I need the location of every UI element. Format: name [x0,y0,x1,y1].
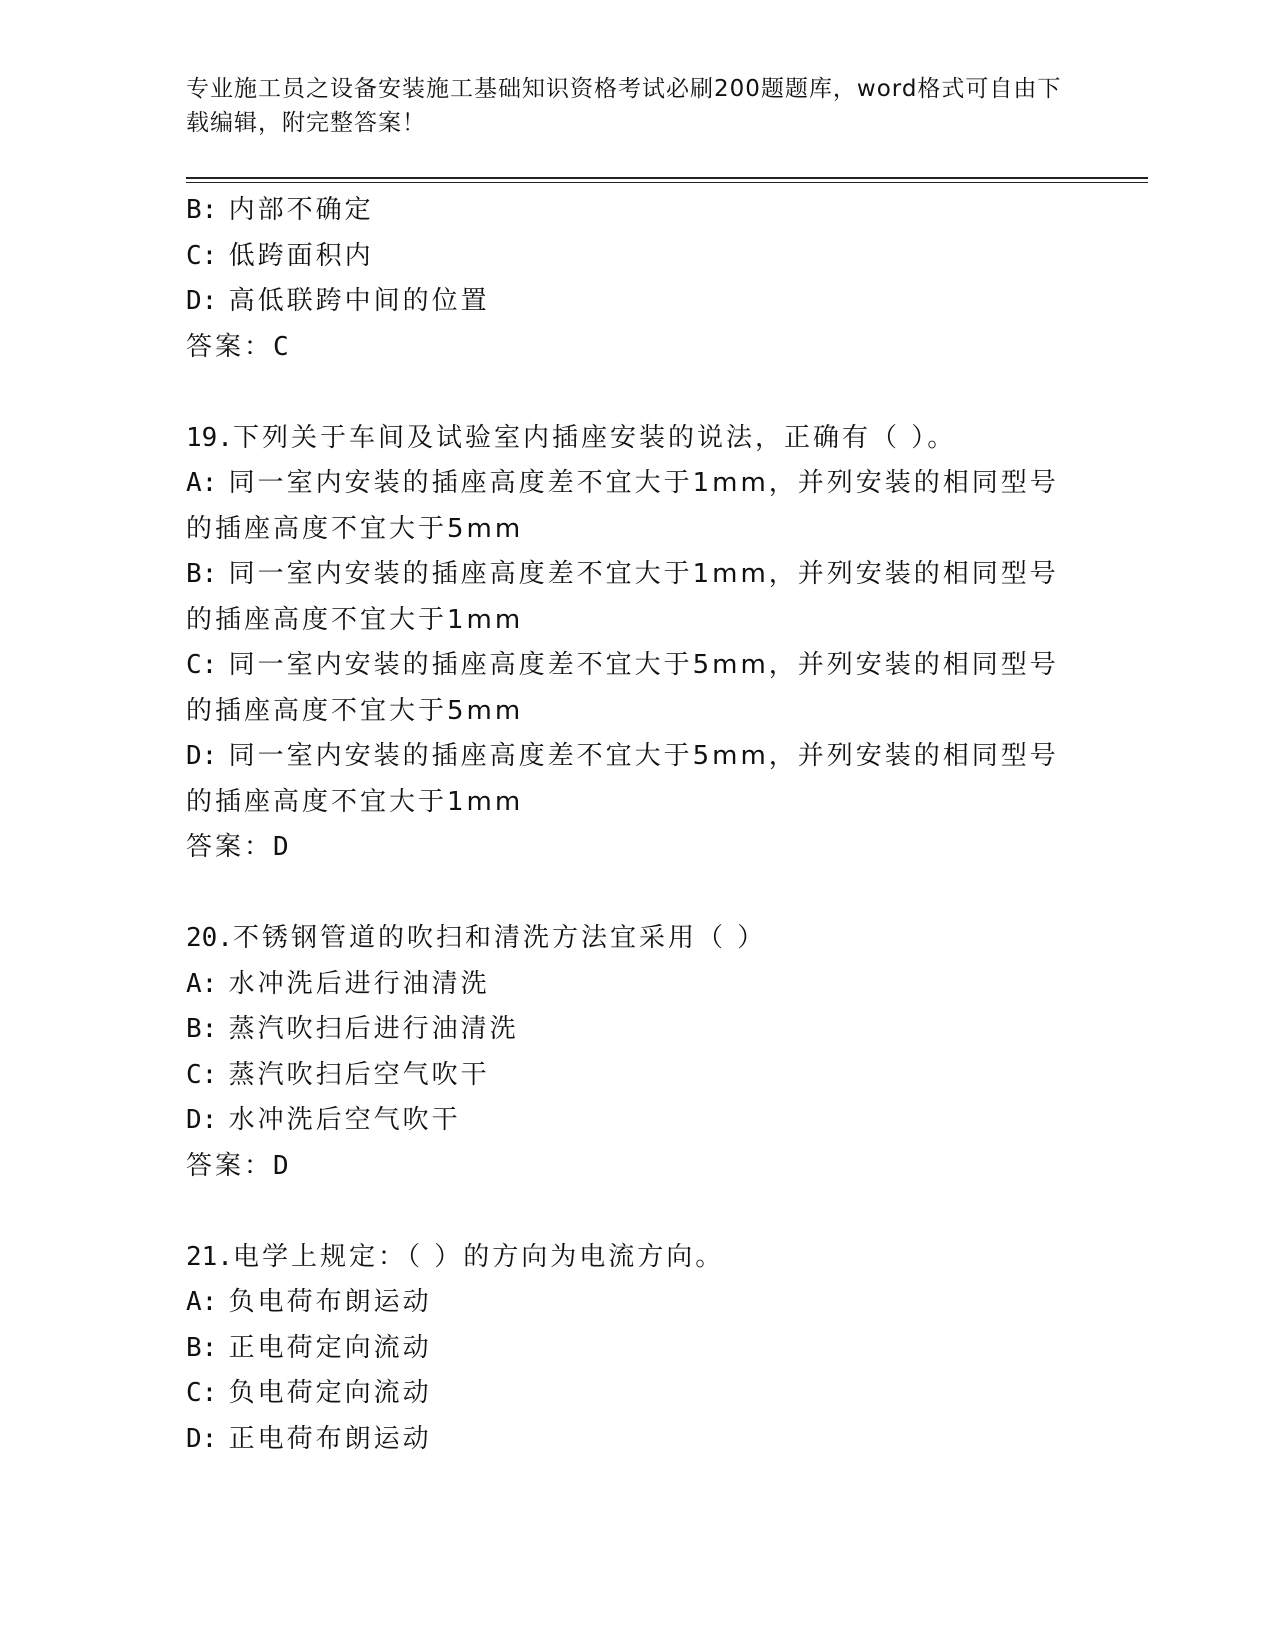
document-header: 专业施工员之设备安装施工基础知识资格考试必刷200题题库，word格式可自由下载编辑，附完整答案！ [186,76,1062,136]
option-b: B: 正电荷定向流动 [186,1332,432,1363]
option-c: C: 低跨面积内 [186,240,374,271]
option-a: A: 负电荷布朗运动 [186,1287,432,1317]
question-stem: 19.下列关于车间及试验室内插座安装的说法，正确有（ ）。 [186,422,957,453]
option-c: C: 负电荷定向流动 [186,1378,432,1408]
answer-line: 答案：D [186,1150,292,1181]
prev-question-options [186,188,1086,370]
option-c: C: 同一室内安装的插座高度差不宜大于5mm，并列安装的相同型号的插座高度不宜大于5mm [186,650,1059,726]
spacer [186,871,1086,917]
question-content [186,188,1086,1462]
question-21 [186,1235,1086,1463]
answer-line: 答案：C [186,331,292,362]
answer-line: 答案：D [186,832,292,862]
option-d: D: 正电荷布朗运动 [186,1423,432,1454]
option-d: D: 高低联跨中间的位置 [186,286,490,316]
header-rule-thin [186,182,1148,183]
option-b: B: 内部不确定 [186,195,374,225]
option-c: C: 蒸汽吹扫后空气吹干 [186,1059,490,1090]
question-20 [186,916,1086,1189]
question-19 [186,416,1086,871]
spacer [186,370,1086,416]
spacer [186,1189,1086,1235]
option-a: A: 同一室内安装的插座高度差不宜大于1mm，并列安装的相同型号的插座高度不宜大于5mm [186,468,1059,544]
option-a: A: 水冲洗后进行油清洗 [186,968,490,999]
question-stem: 20.不锈钢管道的吹扫和清洗方法宜采用（ ） [186,923,767,953]
option-b: B: 蒸汽吹扫后进行油清洗 [186,1014,519,1044]
option-b: B: 同一室内安装的插座高度差不宜大于1mm，并列安装的相同型号的插座高度不宜大于1mm [186,559,1059,635]
question-stem: 21.电学上规定：（ ）的方向为电流方向。 [186,1241,725,1272]
option-d: D: 水冲洗后空气吹干 [186,1105,461,1135]
header-rule-thick [186,177,1148,179]
option-d: D: 同一室内安装的插座高度差不宜大于5mm，并列安装的相同型号的插座高度不宜大于1mm [186,741,1059,817]
